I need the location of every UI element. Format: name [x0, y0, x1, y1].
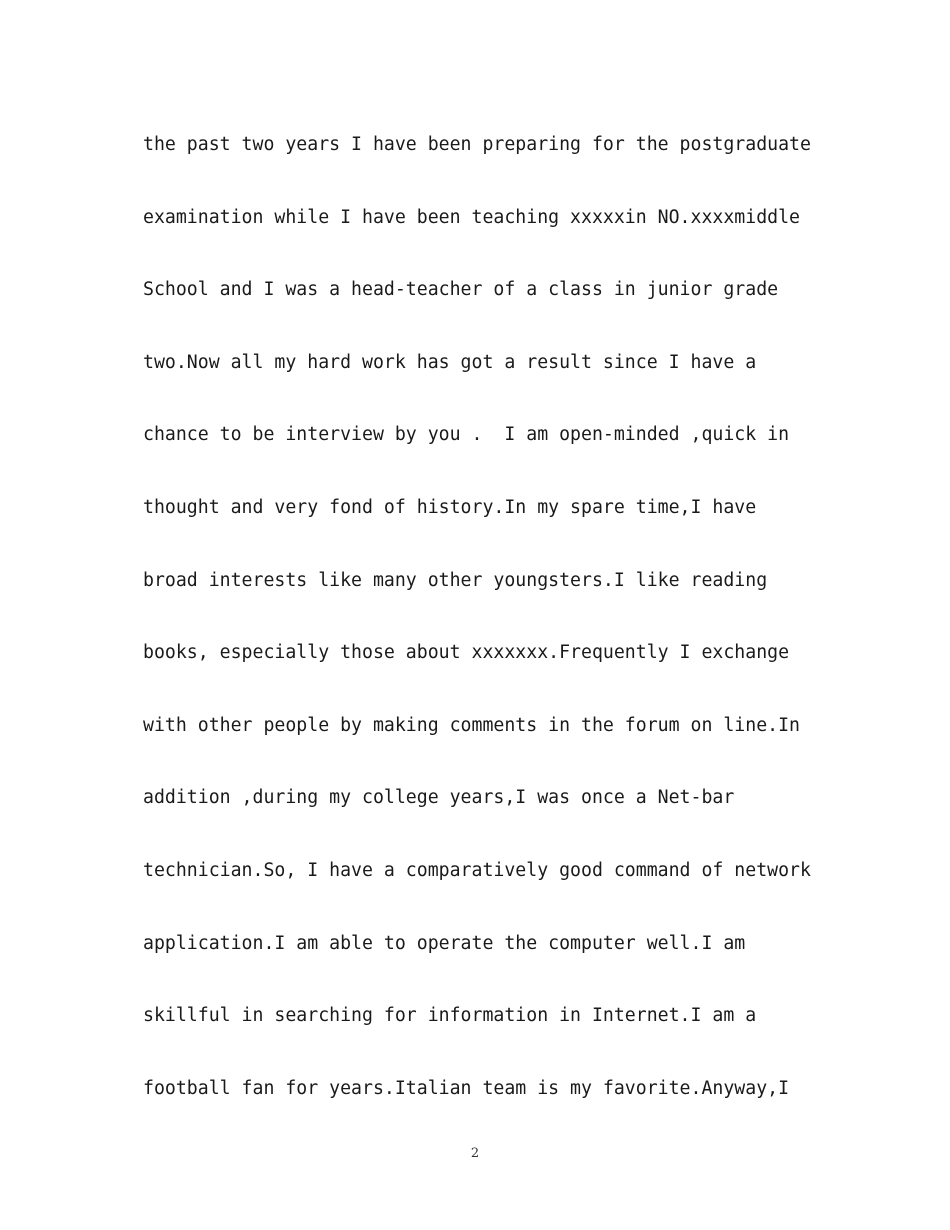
text-line: football fan for years.Italian team is my favorite.Anyway,I: [143, 1077, 790, 1099]
text-line: skillful in searching for information in Internet.I am a: [143, 1005, 757, 1027]
body-text: [143, 126, 843, 1142]
text-line: the past two years I have been preparing for the postgraduate: [143, 134, 811, 155]
text-line: books, especially those about xxxxxxx.Frequently I exchange: [143, 642, 790, 664]
text-line: School and I was a head-teacher of a class in junior grade: [143, 279, 779, 301]
text-line: thought and very fond of history.In my spare time,I have: [143, 496, 757, 518]
text-line: broad interests like many other youngsters.I like reading: [143, 569, 768, 591]
text-line: two.Now all my hard work has got a result since I have a: [143, 351, 757, 373]
text-line: technician.So, I have a comparatively good command of network: [143, 859, 811, 881]
text-line: addition ,during my college years,I was once a Net-bar: [143, 787, 735, 809]
text-line: with other people by making comments in the forum on line.In: [143, 714, 800, 736]
text-line: chance to be interview by you . I am open-minded ,quick in: [143, 424, 790, 446]
page-number: 2: [470, 1146, 480, 1161]
text-line: application.I am able to operate the computer well.I am: [143, 932, 746, 954]
text-line: examination while I have been teaching xxxxxin NO.xxxxmiddle: [143, 206, 800, 228]
